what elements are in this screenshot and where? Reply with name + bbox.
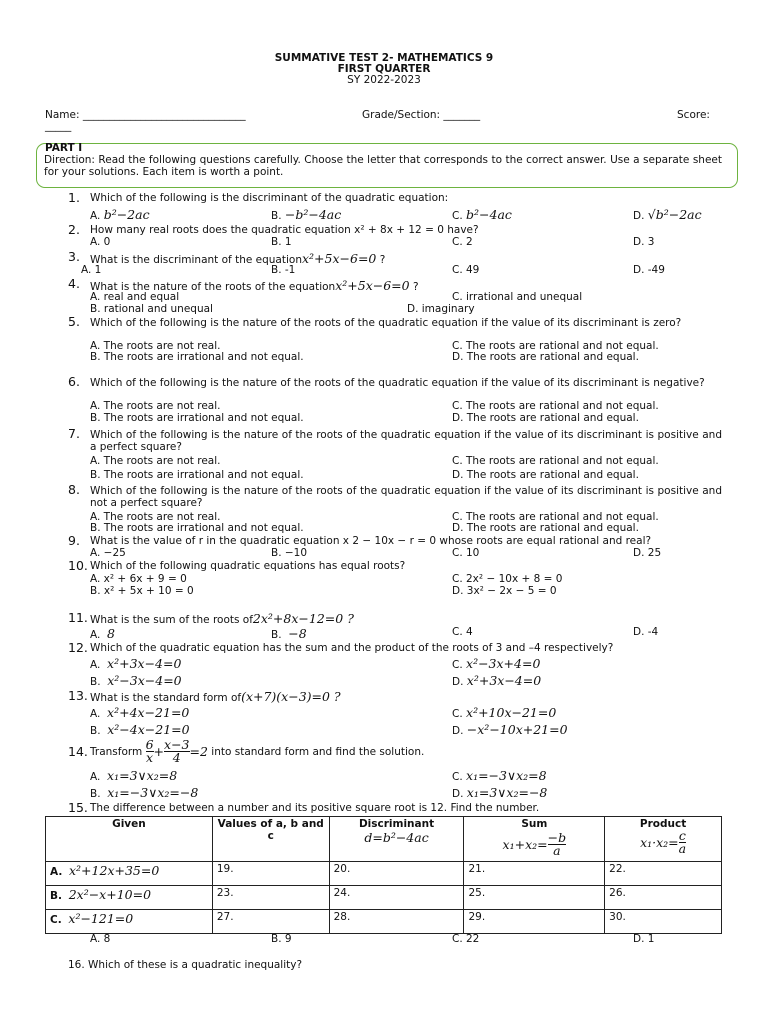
q9-text: What is the value of r in the quadratic equation x 2 − 10x − r = 0 whose roots are equal rational and real? — [90, 535, 652, 547]
q6-number: 6. — [68, 374, 80, 389]
q1-option-a[interactable]: A. b²−2ac — [90, 207, 150, 222]
q15-option-d[interactable]: D. 1 — [633, 933, 655, 945]
q8-number: 8. — [68, 482, 80, 497]
q12-text: Which of the quadratic equation has the sum and the product of the roots of 3 and –4 respectively? — [90, 642, 614, 654]
q5-option-d[interactable]: D. The roots are rational and equal. — [452, 351, 639, 363]
q5-option-a[interactable]: A. The roots are not real. — [90, 340, 221, 352]
q2-option-c[interactable]: C. 2 — [452, 236, 473, 248]
header-discriminant: Discriminant d=b²−4ac — [329, 817, 464, 862]
q4-option-d[interactable]: D. imaginary — [407, 303, 475, 315]
q14-option-a[interactable]: A. x₁=3∨x₂=8 — [90, 768, 178, 783]
q8-text: Which of the following is the nature of the roots of the quadratic equation if the value of its discriminant is positive and not a perfect square? — [90, 485, 722, 509]
q1-option-d[interactable]: D. √b²−2ac — [633, 207, 702, 222]
q6-text: Which of the following is the nature of the roots of the quadratic equation if the value of its discriminant is negative? — [90, 377, 705, 389]
q7-number: 7. — [68, 426, 80, 441]
answer-cell[interactable]: 28. — [329, 910, 464, 934]
q10-number: 10. — [68, 558, 88, 573]
q6-option-a[interactable]: A. The roots are not real. — [90, 400, 221, 412]
q5-option-b[interactable]: B. The roots are irrational and not equal. — [90, 351, 304, 363]
q13-option-b[interactable]: B. x²−4x−21=0 — [90, 722, 190, 737]
answer-cell[interactable]: 21. — [464, 862, 605, 886]
q3-option-c[interactable]: C. 49 — [452, 264, 480, 276]
q3-text: What is the discriminant of the equationx²+5x−6=0 ? — [90, 251, 386, 266]
table-row — [46, 862, 722, 886]
q2-option-d[interactable]: D. 3 — [633, 236, 655, 248]
q8-option-c[interactable]: C. The roots are rational and not equal. — [452, 511, 659, 523]
q14-number: 14. — [68, 744, 88, 759]
direction-text: Direction: Read the following questions carefully. Choose the letter that corresponds to the correct answer. Use a separate sheet for your solutions. Each item is worth a point. — [44, 154, 722, 178]
q4-option-a[interactable]: A. real and equal — [90, 291, 180, 303]
answer-cell[interactable]: 30. — [605, 910, 722, 934]
q15-option-b[interactable]: B. 9 — [271, 933, 292, 945]
q15-number: 15. — [68, 800, 88, 815]
q8-option-d[interactable]: D. The roots are rational and equal. — [452, 522, 639, 534]
q11-text: What is the sum of the roots of2x²+8x−12=0 ? — [90, 611, 354, 626]
q5-option-c[interactable]: C. The roots are rational and not equal. — [452, 340, 659, 352]
header-sum: Sum x₁+x₂= $\frac{-b}{a}$ — [464, 817, 605, 862]
score-label: Score: — [677, 109, 710, 121]
q2-text: How many real roots does the quadratic equation x² + 8x + 12 = 0 have? — [90, 224, 479, 236]
header-values: Values of a, b and c — [212, 817, 329, 862]
roots-table — [45, 816, 722, 934]
q13-option-a[interactable]: A. x²+4x−21=0 — [90, 705, 190, 720]
q13-number: 13. — [68, 688, 88, 703]
q14-fraction-2: $\frac{x-3}{4}$ — [164, 737, 190, 765]
q16-text: 16. Which of these is a quadratic inequality? — [68, 959, 303, 971]
q10-option-c[interactable]: C. 2x² − 10x + 8 = 0 — [452, 573, 563, 585]
q3-option-d[interactable]: D. -49 — [633, 264, 665, 276]
answer-cell[interactable]: 22. — [605, 862, 722, 886]
part-label: PART I — [45, 142, 83, 154]
answer-cell[interactable]: 27. — [212, 910, 329, 934]
q11-option-a[interactable]: A. 8 — [90, 626, 115, 641]
q2-option-a[interactable]: A. 0 — [90, 236, 111, 248]
given-cell: B. 2x²−x+10=0 — [46, 886, 213, 910]
q9-option-b[interactable]: B. −10 — [271, 547, 308, 559]
q1-option-b[interactable]: B. −b²−4ac — [271, 207, 342, 222]
q5-number: 5. — [68, 314, 80, 329]
q12-number: 12. — [68, 640, 88, 655]
q7-option-a[interactable]: A. The roots are not real. — [90, 455, 221, 467]
q13-option-c[interactable]: C. x²+10x−21=0 — [452, 705, 557, 720]
q10-option-a[interactable]: A. x² + 6x + 9 = 0 — [90, 573, 187, 585]
test-title: SUMMATIVE TEST 2- MATHEMATICS 9 — [274, 52, 494, 64]
q12-option-c[interactable]: C. x²−3x+4=0 — [452, 656, 541, 671]
q10-option-d[interactable]: D. 3x² − 2x − 5 = 0 — [452, 585, 557, 597]
q4-number: 4. — [68, 276, 80, 291]
q14-text: Transform $\frac{6}{x}$ + $\frac{x-3}{4}$ =2 into standard form and find the solution. — [90, 737, 425, 765]
q6-option-b[interactable]: B. The roots are irrational and not equal. — [90, 412, 304, 424]
q2-number: 2. — [68, 222, 80, 237]
name-field[interactable]: Name: _______________________________ — [45, 109, 246, 121]
answer-cell[interactable]: 25. — [464, 886, 605, 910]
q11-number: 11. — [68, 610, 88, 625]
school-year: SY 2022-2023 — [347, 74, 421, 86]
q13-text: What is the standard form of(x+7)(x−3)=0 ? — [90, 689, 341, 704]
table-row — [46, 886, 722, 910]
q12-option-a[interactable]: A. x²+3x−4=0 — [90, 656, 182, 671]
q8-option-b[interactable]: B. The roots are irrational and not equal. — [90, 522, 304, 534]
q4-option-c[interactable]: C. irrational and unequal — [452, 291, 583, 303]
q9-option-a[interactable]: A. −25 — [90, 547, 126, 559]
q9-option-c[interactable]: C. 10 — [452, 547, 480, 559]
q8-option-a[interactable]: A. The roots are not real. — [90, 511, 221, 523]
table-row — [46, 910, 722, 934]
q5-text: Which of the following is the nature of the roots of the quadratic equation if the value of its discriminant is zero? — [90, 317, 682, 329]
q3-number: 3. — [68, 249, 80, 264]
table-header-row — [46, 817, 722, 862]
q11-option-c[interactable]: C. 4 — [452, 626, 473, 638]
quarter-title: FIRST QUARTER — [337, 63, 431, 75]
q4-text: What is the nature of the roots of the equationx²+5x−6=0 ? — [90, 278, 419, 293]
header-given: Given — [46, 817, 213, 862]
q7-option-d[interactable]: D. The roots are rational and equal. — [452, 469, 639, 481]
q14-fraction-1: $\frac{6}{x}$ — [145, 737, 154, 765]
answer-cell[interactable]: 26. — [605, 886, 722, 910]
q14-option-b[interactable]: B. x₁=−3∨x₂=−8 — [90, 785, 199, 800]
answer-cell[interactable]: 29. — [464, 910, 605, 934]
q11-option-d[interactable]: D. -4 — [633, 626, 659, 638]
q2-option-b[interactable]: B. 1 — [271, 236, 292, 248]
q11-option-b[interactable]: B. −8 — [271, 626, 307, 641]
q10-option-b[interactable]: B. x² + 5x + 10 = 0 — [90, 585, 194, 597]
q4-option-b[interactable]: B. rational and unequal — [90, 303, 213, 315]
q15-option-a[interactable]: A. 8 — [90, 933, 111, 945]
q13-option-d[interactable]: D. −x²−10x+21=0 — [452, 722, 568, 737]
q1-option-c[interactable]: C. b²−4ac — [452, 207, 512, 222]
q7-option-b[interactable]: B. The roots are irrational and not equal. — [90, 469, 304, 481]
answer-cell[interactable]: 20. — [329, 862, 464, 886]
q9-number: 9. — [68, 533, 80, 548]
q14-option-c[interactable]: C. x₁=−3∨x₂=8 — [452, 768, 547, 783]
q1-text: Which of the following is the discriminant of the quadratic equation: — [90, 192, 449, 204]
q1-number: 1. — [68, 190, 80, 205]
q10-text: Which of the following quadratic equations has equal roots? — [90, 560, 406, 572]
grade-section-field[interactable]: Grade/Section: _______ — [362, 109, 481, 121]
q6-option-d[interactable]: D. The roots are rational and equal. — [452, 412, 639, 424]
q12-option-d[interactable]: D. x²+3x−4=0 — [452, 673, 542, 688]
q12-option-b[interactable]: B. x²−3x−4=0 — [90, 673, 182, 688]
given-cell: C. x²−121=0 — [46, 910, 213, 934]
q15-text: The difference between a number and its positive square root is 12. Find the number. — [90, 802, 540, 814]
q3-option-b[interactable]: B. -1 — [271, 264, 296, 276]
score-field[interactable]: _____ — [45, 120, 72, 132]
answer-cell[interactable]: 19. — [212, 862, 329, 886]
q6-option-c[interactable]: C. The roots are rational and not equal. — [452, 400, 659, 412]
q7-option-c[interactable]: C. The roots are rational and not equal. — [452, 455, 659, 467]
q3-option-a[interactable]: A. 1 — [81, 264, 102, 276]
q14-option-d[interactable]: D. x₁=3∨x₂=−8 — [452, 785, 548, 800]
answer-cell[interactable]: 23. — [212, 886, 329, 910]
given-cell: A. x²+12x+35=0 — [46, 862, 213, 886]
header-product: Product x₁·x₂= $\frac{c}{a}$ — [605, 817, 722, 862]
q7-text: Which of the following is the nature of the roots of the quadratic equation if the value of its discriminant is positive and a perfect square? — [90, 429, 722, 453]
q9-option-d[interactable]: D. 25 — [633, 547, 662, 559]
answer-cell[interactable]: 24. — [329, 886, 464, 910]
q15-option-c[interactable]: C. 22 — [452, 933, 480, 945]
